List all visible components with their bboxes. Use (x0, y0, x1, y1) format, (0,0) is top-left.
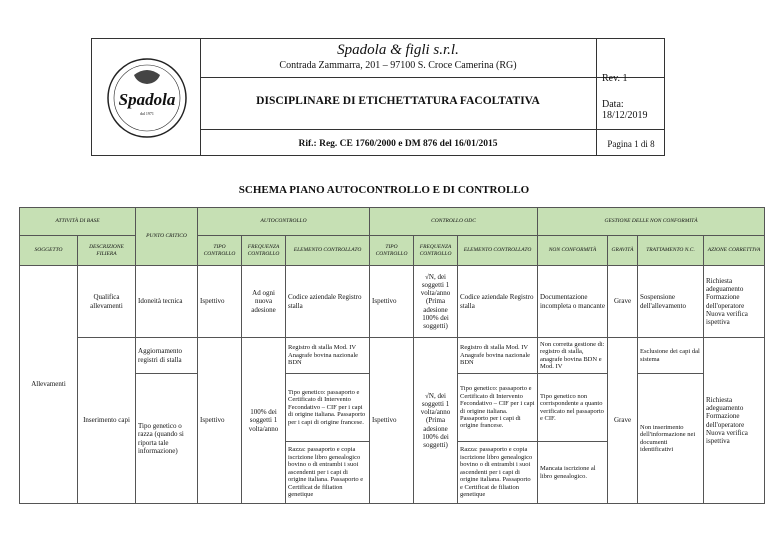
document-title: DISCIPLINARE DI ETICHETTATURA FACOLTATIVA (256, 95, 540, 107)
col-trattamento: TRATTAMENTO N.C. (638, 236, 704, 266)
cell-tratt-2a: Esclusione dei capi dal sistema (638, 338, 704, 374)
cell-azione-2: Richiesta adeguamento Formazione dell'operatore Nuova verifica ispettiva (704, 338, 765, 504)
col-elemento-odc: ELEMENTO CONTROLLATO (458, 236, 538, 266)
col-tipo-auto: TIPO CONTROLLO (198, 236, 242, 266)
cell-elem1-2a: Registro di stalla Mod. IV Anagrafe bovina nazionale BDN (286, 338, 370, 374)
cell-freq2-2: √N, dei soggetti 1 volta/anno (Prima adesione 100% dei soggetti) (414, 338, 458, 504)
cell-soggetto: Allevamenti (20, 266, 78, 504)
cell-descr-2: Inserimento capi (78, 338, 136, 504)
control-plan-table (19, 207, 765, 504)
group-attivita: ATTIVITÀ DI BASE (20, 208, 136, 236)
cell-tipo2-2: Ispettivo (370, 338, 414, 504)
col-elemento-auto: ELEMENTO CONTROLLATO (286, 236, 370, 266)
cell-nc-1: Documentazione incompleta o mancante (538, 266, 608, 338)
cell-tipo1-1: Ispettivo (198, 266, 242, 338)
col-frequenza-odc: FREQUENZA CONTROLLO (414, 236, 458, 266)
cell-elem1-2b: Tipo genetico: passaporto e Certificato di Intervento Fecondativo – CIF per i capi di origine italiana. Passaporto per i capi di origine francese. (286, 374, 370, 442)
cell-grav-2: Grave (608, 338, 638, 504)
cell-freq2-1: √N, dei soggetti 1 volta/anno (Prima adesione 100% dei soggetti) (414, 266, 458, 338)
svg-text:Spadola: Spadola (118, 90, 176, 109)
group-autocontrollo: AUTOCONTROLLO (198, 208, 370, 236)
cell-tipo2-1: Ispettivo (370, 266, 414, 338)
col-non-conformita: NON CONFORMITÀ (538, 236, 608, 266)
cell-nc-2b: Tipo genetico non corrispondente a quanto verificato nel passaporto e CIF. (538, 374, 608, 442)
company-logo (106, 53, 188, 143)
cell-punto-2a: Aggiornamento registri di stalla (136, 338, 198, 374)
col-gravita: GRAVITÀ (608, 236, 638, 266)
cell-azione-1: Richiesta adeguamento Formazione dell'operatore Nuova verifica ispettiva (704, 266, 765, 338)
cell-elem2-2c: Razza: passaporto e copia iscrizione libro genealogico bovino o di entrambi i suoi ascendenti per i capi di origine italiana. Passaporto e Certificat de filiation genetique (458, 442, 538, 504)
cell-freq1-1: Ad ogni nuova adesione (242, 266, 286, 338)
cell-descr-1: Qualifica allevamenti (78, 266, 136, 338)
col-soggetto: SOGGETTO (20, 236, 78, 266)
cell-elem2-2b: Tipo genetico: passaporto e Certificato di Intervento Fecondativo – CIF per i capi di origine italiana. Passaporto per i capi di origine francese. (458, 374, 538, 442)
cell-nc-2a: Non corretta gestione di: registro di stalla, anagrafe bovina BDN e Mod. IV (538, 338, 608, 374)
col-tipo-odc: TIPO CONTROLLO (370, 236, 414, 266)
cell-tratt-2b: Non inserimento dell'informazione nei documenti identificativi (638, 374, 704, 504)
cell-punto-2b: Tipo genetico o razza (quando si riporta tale informazione) (136, 374, 198, 504)
cell-elem2-2a: Registro di stalla Mod. IV Anagrafe bovina nazionale BDN (458, 338, 538, 374)
cell-tratt-1: Sospensione dell'allevamento (638, 266, 704, 338)
document-header (91, 38, 665, 156)
cell-elem1-1: Codice aziendale Registro stalla (286, 266, 370, 338)
page-number: Pagina 1 di 8 (607, 139, 655, 149)
company-name: Spadola & figli s.r.l. (337, 42, 459, 58)
group-controllo-odc: CONTROLLO ODC (370, 208, 538, 236)
cell-nc-2c: Mancata iscrizione al libro genealogico. (538, 442, 608, 504)
cell-grav-1: Grave (608, 266, 638, 338)
col-frequenza-auto: FREQUENZA CONTROLLO (242, 236, 286, 266)
cell-punto-1: Idoneità tecnica (136, 266, 198, 338)
group-punto-critico: PUNTO CRITICO (136, 208, 198, 266)
date: Data: 18/12/2019 (602, 99, 648, 121)
cell-freq1-2: 100% dei soggetti 1 volta/anno (242, 338, 286, 504)
col-azione: AZIONE CORRETTIVA (704, 236, 765, 266)
group-gestione-nc: GESTIONE DELLE NON CONFORMITÀ (538, 208, 765, 236)
company-address: Contrada Zammarra, 201 – 97100 S. Croce Camerina (RG) (279, 60, 517, 71)
cell-tipo1-2: Ispettivo (198, 338, 242, 504)
svg-text:dal 1971: dal 1971 (140, 111, 154, 116)
cell-elem1-2c: Razza: passaporto e copia iscrizione libro genealogico bovino o di entrambi i suoi ascendenti per i capi di origine italiana. Passaporto e Certificat de filiation genetique (286, 442, 370, 504)
cell-elem2-1: Codice aziendale Registro stalla (458, 266, 538, 338)
revision: Rev. 1 (602, 73, 628, 84)
schema-title: SCHEMA PIANO AUTOCONTROLLO E DI CONTROLLO (238, 184, 530, 196)
document-reference: Rif.: Reg. CE 1760/2000 e DM 876 del 16/01/2015 (298, 139, 498, 149)
col-descrizione: DESCRIZIONE FILIERA (78, 236, 136, 266)
